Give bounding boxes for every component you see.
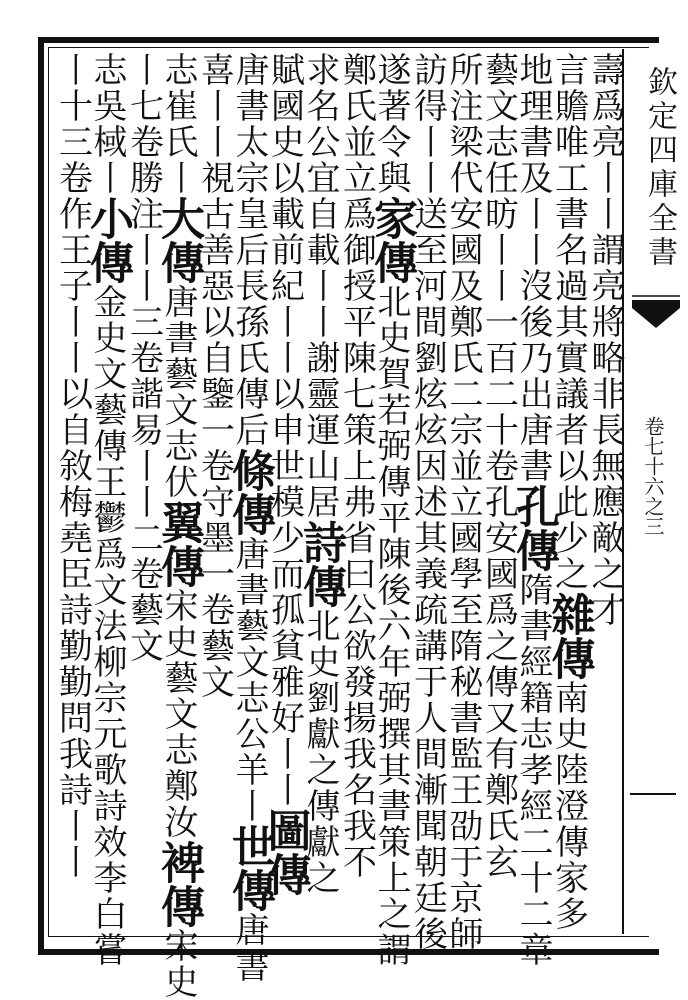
column-text: 隋書經籍志孝經二十二章 bbox=[513, 572, 553, 968]
column-text: 北史賀若弼傳平陳後六年弼撰其書策上之謂 bbox=[371, 284, 411, 968]
column-text: 唐書藝文志公羊丨 bbox=[229, 536, 269, 824]
column-text: 鄭氏並立 bbox=[336, 52, 377, 196]
fold-book-title: 欽定四庫全書 bbox=[642, 66, 677, 270]
heading-term: 雜傳 bbox=[543, 592, 595, 680]
column-text: 地理書及丨丨沒後乃出唐書 bbox=[513, 52, 553, 484]
column-text: 一卷守墨一卷 bbox=[194, 412, 235, 628]
text-column bbox=[153, 52, 204, 1000]
column-text: 唐書藝文志伏 bbox=[158, 284, 198, 500]
heading-term: 世傳 bbox=[224, 824, 275, 912]
column-text: 遂著令與 bbox=[371, 52, 411, 196]
text-column bbox=[508, 52, 559, 968]
heading-term: 裨傳 bbox=[153, 840, 204, 928]
text-column bbox=[224, 52, 275, 984]
text-column bbox=[478, 52, 519, 922]
text-column bbox=[123, 52, 164, 922]
column-text: 作王子丨丨以自敘梅堯臣詩勤勤問我詩丨丨 bbox=[52, 196, 93, 880]
fold-volume-label: 卷七十六之三 bbox=[641, 416, 665, 536]
column-text: 諧易丨丨二卷 bbox=[123, 376, 164, 592]
column-text: 勝注丨丨三卷 bbox=[123, 160, 164, 376]
column-text: 丨十三卷 bbox=[52, 52, 93, 196]
column-text: 喜丨丨視古善惡以自鑒 bbox=[194, 52, 235, 412]
column-text: 宋史藝文志鄭汝 bbox=[158, 588, 198, 840]
heading-term: 家傳 bbox=[366, 196, 417, 284]
text-column bbox=[52, 52, 93, 922]
column-text: 壽爲亮丨丨謂亮將略非長無應敵之才 bbox=[585, 52, 625, 628]
text-column bbox=[295, 52, 346, 922]
column-text: 北史劉獻之傳獻之 bbox=[300, 608, 340, 896]
column-text: 志吳棫丨 bbox=[87, 52, 127, 196]
heading-term: 翼傳 bbox=[153, 500, 204, 588]
text-column bbox=[82, 52, 133, 968]
heading-term: 大傳 bbox=[153, 196, 204, 284]
fold-margin-tick bbox=[630, 793, 676, 795]
column-text: 南史陸澄傳家多 bbox=[548, 680, 589, 932]
column-text: 宋史 bbox=[158, 928, 198, 1000]
column-text: 丨七卷 bbox=[123, 52, 164, 160]
text-column bbox=[194, 52, 235, 922]
fish-tail-mark-icon bbox=[630, 294, 682, 354]
column-text: 言贍唯工書名過其實議者以此少之 bbox=[548, 52, 589, 592]
column-text: 藝文 bbox=[194, 628, 235, 700]
column-text: 藝文志任昉丨丨一百二十卷 bbox=[478, 52, 519, 484]
text-column bbox=[366, 52, 417, 968]
heading-term: 詩傳 bbox=[295, 520, 346, 608]
column-text: 爲御授平陳七策上弗省曰公欲發揚我名我不 bbox=[336, 196, 377, 880]
column-text: 少而孤貧雅好丨丨 bbox=[264, 520, 305, 808]
column-text: 訪得丨丨送至河間劉炫炫因述其義疏講于人間漸聞朝廷後 bbox=[407, 52, 448, 952]
heading-term: 孔傳 bbox=[508, 484, 559, 572]
column-text: 唐書 bbox=[229, 912, 269, 984]
text-column bbox=[407, 52, 448, 952]
column-text: 求名公宜自載丨丨謝靈運山居 bbox=[300, 52, 340, 520]
column-text: 唐書太宗皇后長孫氏傳后 bbox=[229, 52, 269, 448]
column-text: 賦國史以載前紀丨丨以申世模 bbox=[264, 52, 305, 520]
column-text: 金史文藝傳王鬱爲文法柳宗元歌詩效李白嘗 bbox=[87, 284, 127, 968]
heading-term: 圖傳 bbox=[259, 808, 311, 896]
column-text: 孔安國爲之傳又有鄭氏玄 bbox=[478, 484, 519, 880]
text-column bbox=[443, 52, 483, 952]
text-column bbox=[336, 52, 377, 922]
column-text: 志崔氏丨 bbox=[158, 52, 198, 196]
heading-term: 小傳 bbox=[82, 196, 133, 284]
heading-term: 條傳 bbox=[224, 448, 275, 536]
column-text: 藝文 bbox=[123, 592, 164, 664]
column-text: 所注梁代安國及鄭氏二宗並立國學至隋秘書監王劭于京師 bbox=[443, 52, 483, 952]
text-column bbox=[587, 52, 623, 922]
